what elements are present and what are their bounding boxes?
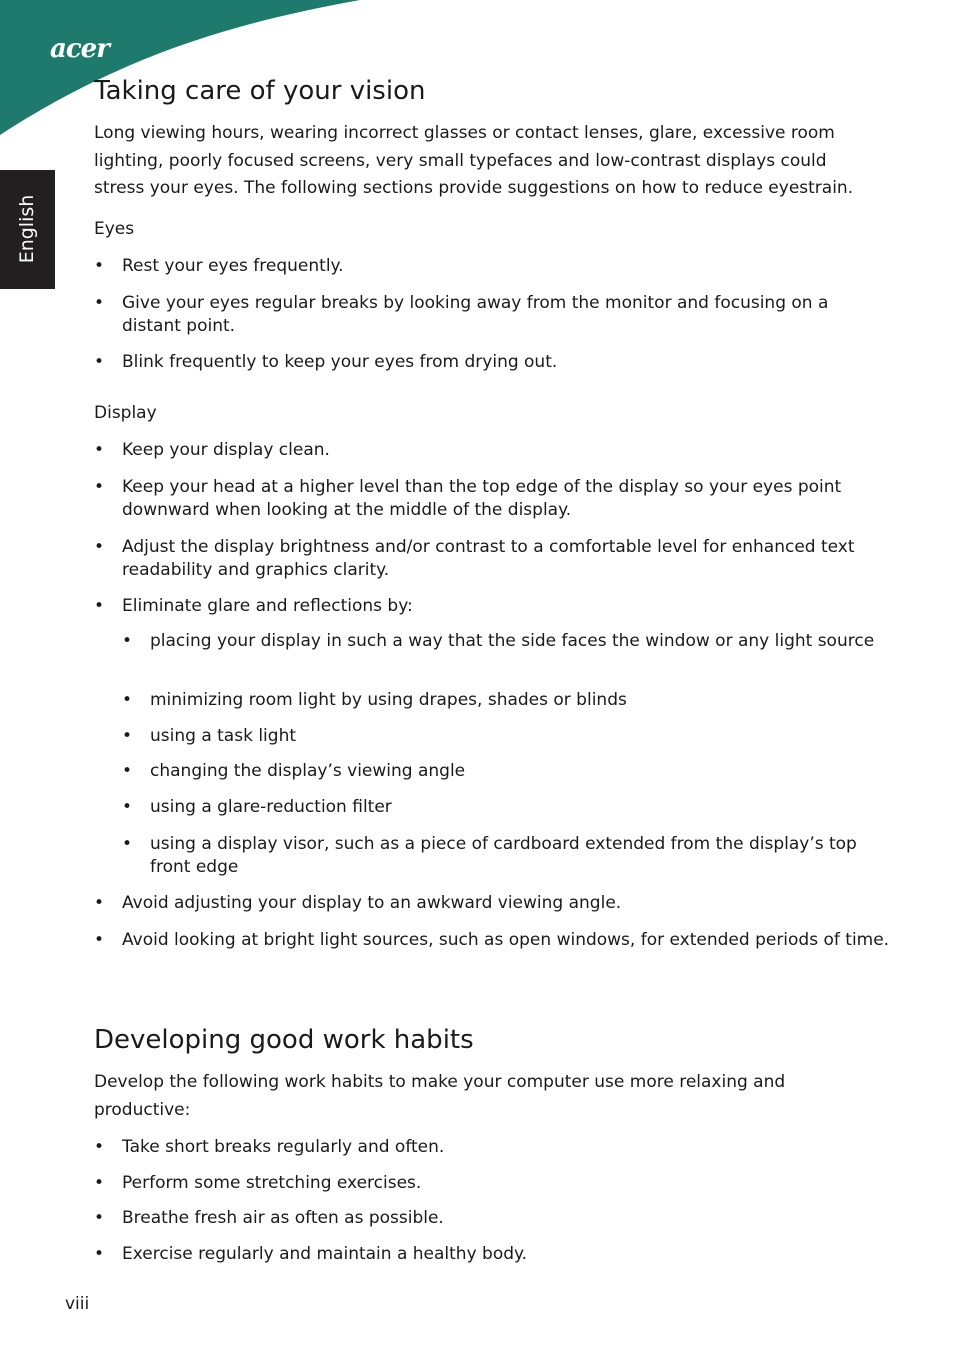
list-item: • Take short breaks regularly and often.	[94, 1137, 445, 1157]
section-title-vision: Taking care of your vision	[94, 76, 426, 106]
bullet: •	[94, 930, 105, 950]
list-item: • Keep your display clean.	[94, 440, 330, 460]
bullet: •	[94, 1137, 105, 1157]
sub-list-item: • using a display visor, such as a piece of cardboard extended from the display’s top front edge	[122, 834, 857, 877]
intro-text: Develop the following work habits to make your computer use more relaxing and productive:	[94, 1072, 786, 1120]
bullet: •	[122, 690, 133, 710]
list-item: • Avoid adjusting your display to an awkward viewing angle.	[94, 893, 622, 913]
intro-paragraph-vision	[94, 120, 864, 203]
bullet: •	[122, 726, 133, 746]
bullet: •	[94, 1208, 105, 1228]
list-item: • Avoid looking at bright light sources, such as open windows, for extended periods of time.	[94, 930, 890, 950]
intro-text: Long viewing hours, wearing incorrect glasses or contact lenses, glare, excessive room lighting, poorly focused screens, very small typefaces and low-contrast displays could stress your eyes. The following sections provide suggestions on how to reduce eyestrain.	[94, 123, 854, 198]
sub-list-item: • minimizing room light by using drapes, shades or blinds	[122, 690, 627, 710]
list-item: • Breathe fresh air as often as possible.	[94, 1208, 444, 1228]
bullet: •	[94, 1244, 105, 1264]
sub-list-item: • placing your display in such a way that the side faces the window or any light source	[122, 631, 875, 651]
bullet: •	[122, 761, 133, 781]
sub-list-item: • using a task light	[122, 726, 297, 746]
acer-logo: acer	[50, 34, 109, 64]
bullet: •	[94, 893, 105, 913]
bullet: •	[94, 352, 105, 372]
bullet: •	[94, 440, 105, 460]
sub-list-item: • using a glare-reduction filter	[122, 797, 392, 817]
bullet: •	[94, 596, 105, 616]
subheading-display: Display	[94, 403, 157, 423]
bullet: •	[94, 1173, 105, 1193]
bullet: •	[94, 537, 105, 557]
bullet: •	[122, 834, 133, 854]
list-item: • Rest your eyes frequently.	[94, 256, 344, 276]
bullet: •	[122, 631, 133, 651]
bullet: •	[122, 797, 133, 817]
list-item: • Keep your head at a higher level than the top edge of the display so your eyes point downward when looking at the middle of the display.	[94, 477, 842, 520]
corner-swoosh	[0, 0, 360, 140]
list-item: • Perform some stretching exercises.	[94, 1173, 422, 1193]
language-tab-label: English	[16, 194, 38, 264]
list-item: • Adjust the display brightness and/or contrast to a comfortable level for enhanced text readability and graphics clarity.	[94, 537, 855, 580]
page-number: viii	[65, 1294, 90, 1314]
bullet: •	[94, 293, 105, 313]
sub-list-item: • changing the display’s viewing angle	[122, 761, 466, 781]
subheading-eyes: Eyes	[94, 219, 135, 239]
list-item: • Blink frequently to keep your eyes from drying out.	[94, 352, 558, 372]
list-item: • Eliminate glare and reflections by:	[94, 596, 413, 616]
section-title-habits: Developing good work habits	[94, 1025, 474, 1055]
list-item: • Exercise regularly and maintain a healthy body.	[94, 1244, 528, 1264]
list-item: • Give your eyes regular breaks by looking away from the monitor and focusing on a distant point.	[94, 293, 829, 336]
bullet: •	[94, 256, 105, 276]
intro-paragraph-habits	[94, 1069, 864, 1124]
bullet: •	[94, 477, 105, 497]
